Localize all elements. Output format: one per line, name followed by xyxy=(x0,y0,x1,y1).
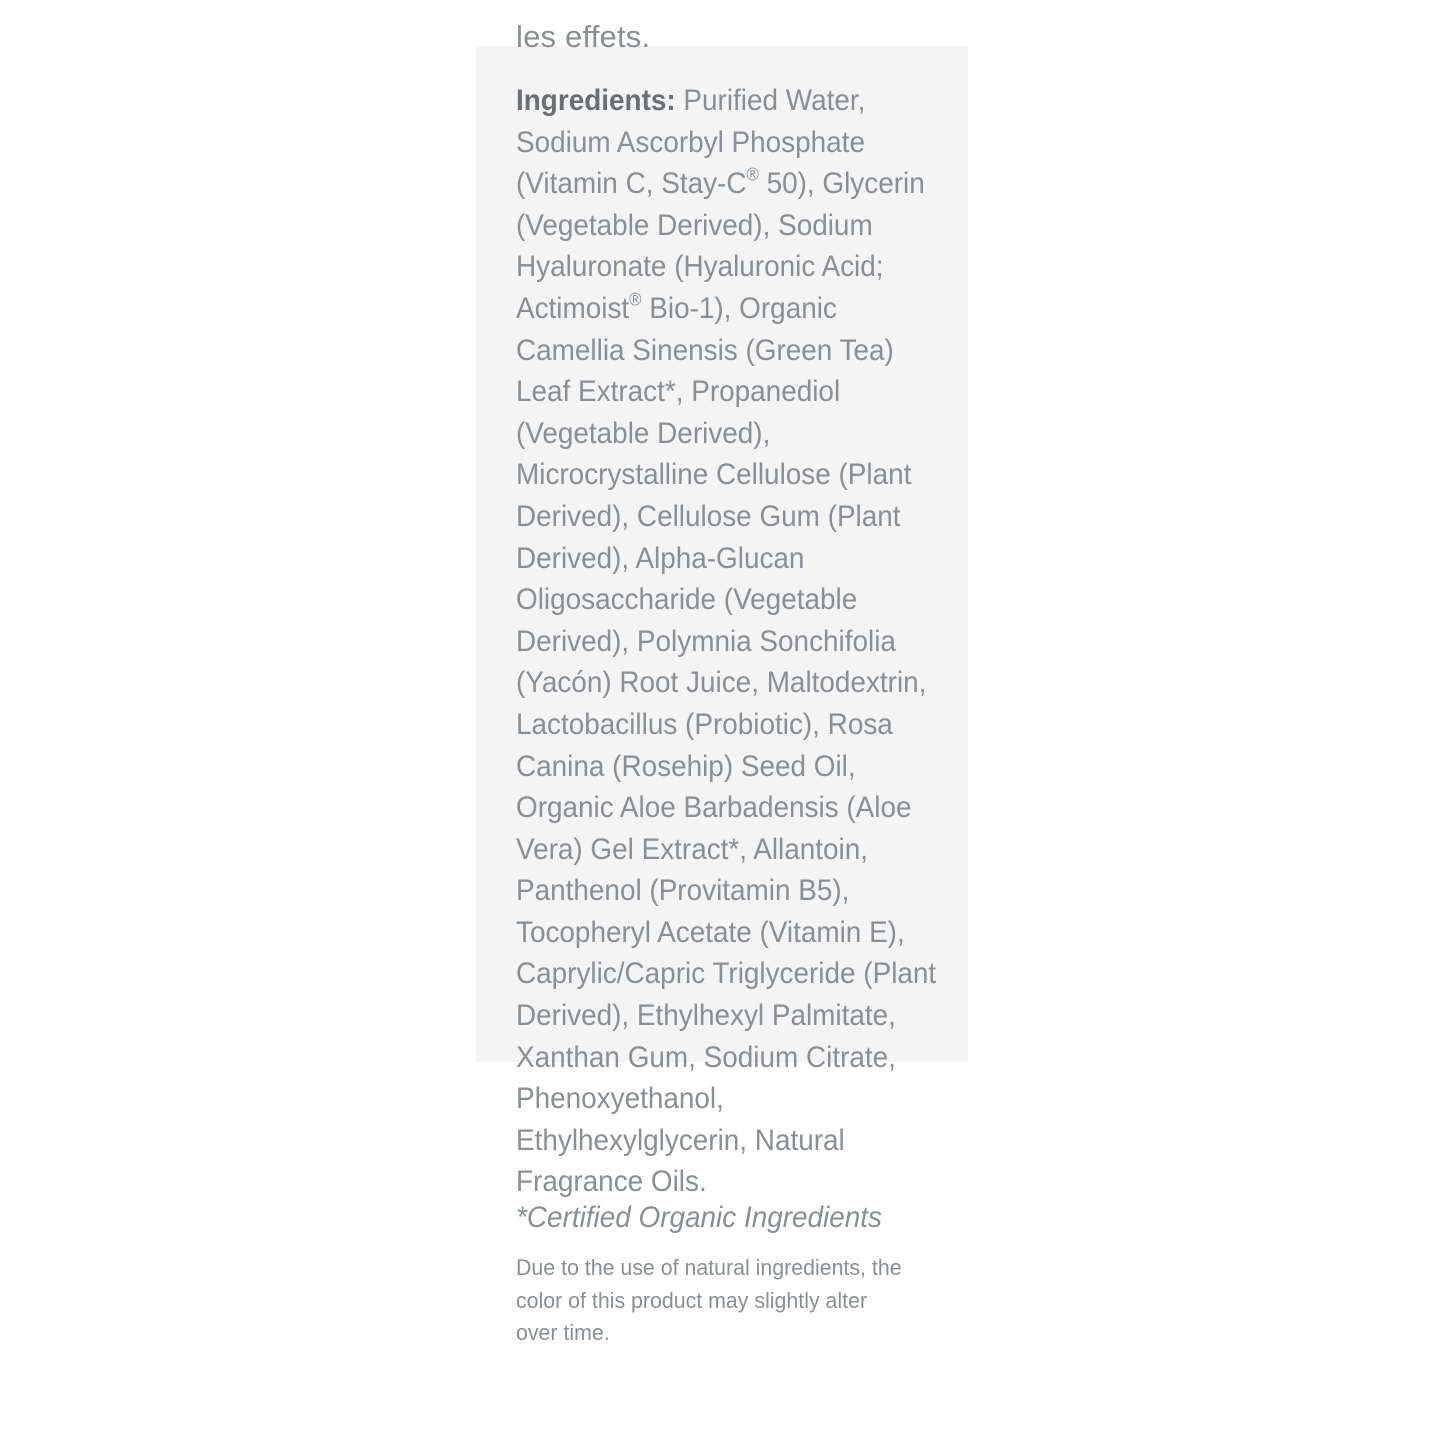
ingredient-text: (Vitamin C, Stay-C xyxy=(516,167,747,201)
disclaimer-line: color of this product may slightly alter xyxy=(516,1287,868,1313)
ingredient-line xyxy=(516,80,925,122)
ingredient-line: Vera) Gel Extract*, Allantoin, xyxy=(516,832,869,866)
ingredient-text: 50), Glycerin xyxy=(758,167,925,201)
ingredient-line: Tocopheryl Acetate (Vitamin E), xyxy=(516,915,905,949)
ingredient-line: Leaf Extract*, Propanediol xyxy=(516,375,841,409)
ingredient-line: Derived), Alpha-Glucan xyxy=(516,541,805,575)
ingredient-line xyxy=(516,288,925,330)
ingredient-line: Panthenol (Provitamin B5), xyxy=(516,874,850,908)
ingredient-line: Ethylhexylglycerin, Natural xyxy=(516,1123,845,1157)
ingredient-line: (Yacón) Root Juice, Maltodextrin, xyxy=(516,666,927,700)
ingredient-line: Organic Aloe Barbadensis (Aloe xyxy=(516,791,912,825)
ingredient-line: Phenoxyethanol, xyxy=(516,1082,724,1116)
ingredient-line xyxy=(516,163,925,205)
ingredient-line: Hyaluronate (Hyaluronic Acid; xyxy=(516,250,884,284)
ingredient-line: Derived), Cellulose Gum (Plant xyxy=(516,499,901,533)
ingredient-line: Microcrystalline Cellulose (Plant xyxy=(516,458,912,492)
ingredient-line: Fragrance Oils. xyxy=(516,1165,707,1199)
ingredient-line: Camellia Sinensis (Green Tea) xyxy=(516,333,894,367)
ingredient-line: Derived), Polymnia Sonchifolia xyxy=(516,624,896,658)
ingredient-line: (Vegetable Derived), xyxy=(516,416,771,450)
ingredient-line: Derived), Ethylhexyl Palmitate, xyxy=(516,999,896,1033)
ingredient-line: Xanthan Gum, Sodium Citrate, xyxy=(516,1040,896,1074)
ingredient-line: (Vegetable Derived), Sodium xyxy=(516,208,873,242)
ingredient-line: Oligosaccharide (Vegetable xyxy=(516,583,858,617)
ingredient-line: Sodium Ascorbyl Phosphate xyxy=(516,125,865,159)
ingredients-list xyxy=(516,80,937,1203)
ingredient-text: Purified Water, xyxy=(675,84,866,117)
ingredients-label: Ingredients: xyxy=(516,84,676,117)
certified-organic-note: *Certified Organic Ingredients xyxy=(516,1201,882,1234)
ingredient-line: Caprylic/Capric Triglyceride (Plant xyxy=(516,957,937,991)
cut-off-text-fragment: les effets. xyxy=(516,19,651,54)
ingredient-text: Actimoist xyxy=(516,291,630,325)
ingredients-panel xyxy=(476,19,968,1345)
registered-mark: ® xyxy=(629,289,642,310)
ingredient-text: Bio-1), Organic xyxy=(641,291,837,325)
disclaimer-line: over time. xyxy=(516,1320,610,1345)
disclaimer-line: Due to the use of natural ingredients, the xyxy=(516,1255,902,1280)
color-disclaimer xyxy=(516,1252,953,1350)
ingredient-line: Lactobacillus (Probiotic), Rosa xyxy=(516,707,893,741)
ingredient-line: Canina (Rosehip) Seed Oil, xyxy=(516,749,856,783)
registered-mark: ® xyxy=(746,164,759,185)
